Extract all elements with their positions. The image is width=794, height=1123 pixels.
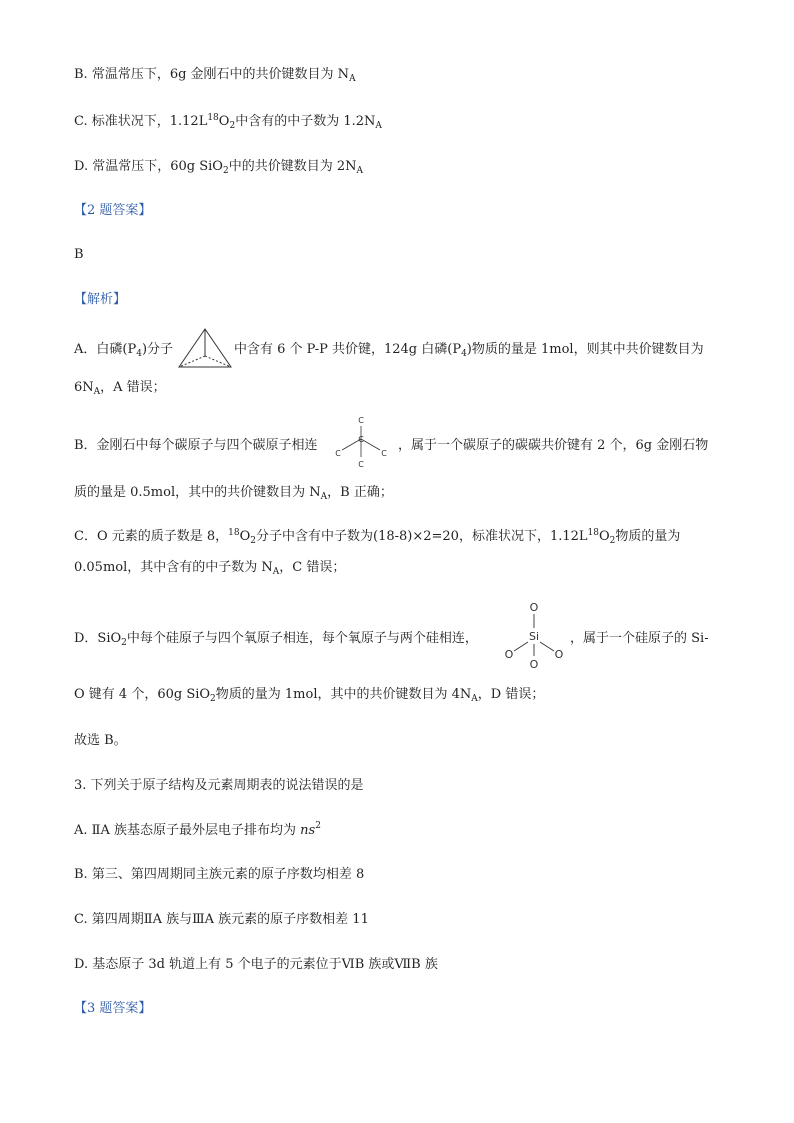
q2-option-c: C. 标准状况下，$1.12L^{18}O_2$中含有的中子数为 $1.2N_A$ — [74, 113, 382, 131]
analysis-d-line1-cont: ，属于一个硅原子的 Si- — [570, 631, 709, 646]
sio-atom-bottom: O — [529, 658, 539, 670]
q3-stem: 3. 下列关于原子结构及元素周期表的说法错误的是 — [74, 778, 364, 793]
q2-option-b: B. 常温常压下，6g 金刚石中的共价键数目为 $N_A$ — [74, 67, 356, 84]
analysis-b-line2: 质的量是 0.5mol，其中的共价键数目为 $N_A$，B 正确； — [74, 485, 393, 502]
q2-option-d: D. 常温常压下，60g SiO$_2$中的共价键数目为 $2N_A$ — [74, 159, 363, 176]
q3-option-a: A. ⅡA 族基态原子最外层电子排布均为 $ns^2$ — [74, 821, 321, 838]
diamond-atom-top: C — [358, 416, 364, 425]
analysis-d-line2: O 键有 4 个，60g SiO$_2$物质的量为 1mol，其中的共价键数目为 $4N_A$，D 错误； — [74, 687, 545, 704]
diamond-atom-right: C — [381, 449, 387, 458]
diamond-atom-center: C — [358, 435, 364, 444]
analysis-c-line2: 0.05mol，其中含有的中子数为 $N_A$，C 错误； — [74, 560, 346, 577]
q2-analysis-tag: 【解析】 — [74, 292, 127, 307]
analysis-a-line2: $6N_A$，A 错误； — [74, 380, 166, 397]
diamond-atom-bottom: C — [358, 460, 364, 469]
q2-answer: B — [74, 247, 84, 262]
sio-atom-left: O — [504, 648, 514, 661]
analysis-b-line1-cont: ，属于一个碳原子的碳碳共价键有 2 个，6g 金刚石物 — [398, 438, 709, 453]
q3-option-c: C. 第四周期ⅡA 族与ⅢA 族元素的原子序数相差 11 — [74, 912, 369, 927]
sio-atom-top: O — [529, 601, 539, 614]
q3-answer-tag: 【3 题答案】 — [74, 1001, 152, 1016]
sio-atom-right: O — [554, 648, 564, 661]
q2-answer-tag: 【2 题答案】 — [74, 203, 152, 218]
q3-option-d: D. 基态原子 3d 轨道上有 5 个电子的元素位于ⅥB 族或ⅦB 族 — [74, 957, 438, 972]
analysis-a-line1: A．白磷$(P_4)$分子 — [74, 342, 174, 359]
q3-option-b: B. 第三、第四周期同主族元素的原子序数均相差 8 — [74, 867, 365, 882]
sio-atom-center: Si — [528, 630, 540, 643]
analysis-c-line1: C．O 元素的质子数是 8，$^{18}O_2$分子中含有中子数为(18-8)×2=20，标准状况下，$1.12L^{18}O_2$物质的量为 — [74, 528, 681, 546]
q2-conclusion: 故选 B。 — [74, 733, 127, 748]
silicon-dioxide-structure — [500, 598, 568, 670]
diamond-carbon-structure — [328, 414, 394, 470]
diamond-atom-left: C — [335, 449, 341, 458]
analysis-a-line1-cont: 中含有 6 个 P-P 共价键，124g 白磷$(P_4)$物质的量是 1mol，则其中共价键数目为 — [234, 342, 704, 359]
analysis-b-line1: B．金刚石中每个碳原子与四个碳原子相连 — [74, 438, 318, 453]
white-phosphorus-tetrahedron — [176, 326, 234, 370]
analysis-d-line1: D．SiO$_2$中每个硅原子与四个氧原子相连，每个氧原子与两个硅相连， — [74, 631, 478, 648]
